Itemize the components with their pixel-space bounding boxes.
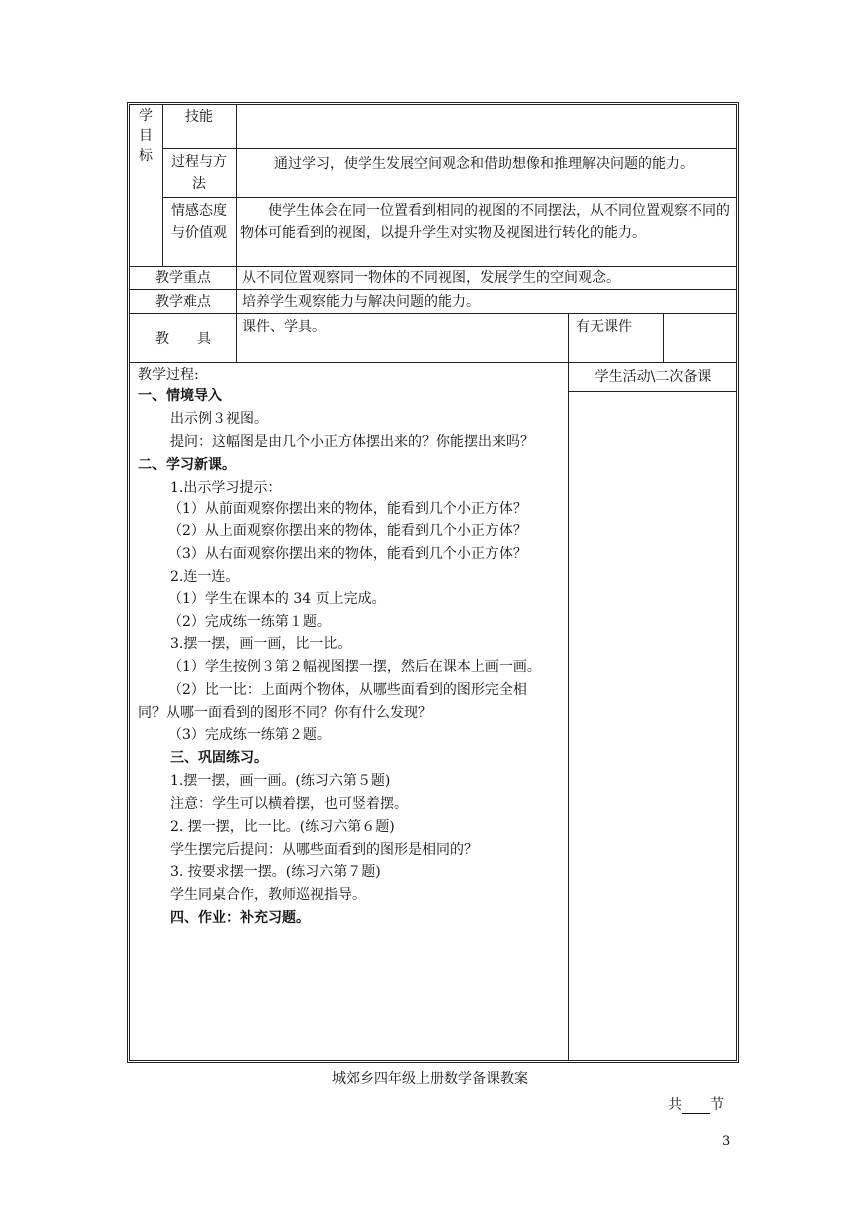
emotion-values-text: 使学生体会在同一位置看到相同的视图的不同摆法，从不同位置观察不同的物体可能看到的视图，以提升学生对实物及视图进行转化的能力。 bbox=[240, 203, 730, 241]
process-line: 三、巩固练习。 bbox=[170, 750, 268, 766]
process-line: 四、作业：补充习题。 bbox=[170, 910, 310, 926]
process-line: （2）完成练一练第１题。 bbox=[168, 614, 331, 630]
courseware-label: 有无课件 bbox=[576, 319, 632, 335]
page-number: 3 bbox=[722, 1134, 731, 1149]
grid-line bbox=[130, 362, 737, 363]
process-line: 提问：这幅图是由几个小正方体摆出来的？你能摆出来吗？ bbox=[170, 434, 534, 450]
grid-line bbox=[236, 105, 237, 362]
process-line: 1.摆一摆，画一画。(练习六第５题) bbox=[170, 773, 391, 789]
key-points-label: 教学重点 bbox=[155, 270, 211, 286]
lesson-count-prefix: 共 bbox=[668, 1097, 682, 1113]
process-line: 3. 按要求摆一摆。(练习六第７题) bbox=[170, 864, 381, 880]
grid-line bbox=[130, 313, 737, 314]
process-line: （1）从前面观察你摆出来的物体，能看到几个小正方体？ bbox=[168, 501, 527, 517]
process-method-label: 过程与方法 bbox=[171, 154, 227, 192]
process-line: 同？从哪一面看到的图形不同？你有什么发现？ bbox=[138, 705, 432, 721]
process-line: 学生同桌合作，教师巡视指导。 bbox=[170, 887, 366, 903]
process-line: （1）学生在课本的 34 页上完成。 bbox=[168, 591, 386, 607]
process-heading: 教学过程: bbox=[138, 367, 199, 383]
grid-line bbox=[162, 105, 163, 266]
key-points-text: 从不同位置观察同一物体的不同视图，发展学生的空间观念。 bbox=[242, 270, 620, 286]
skill-label: 技能 bbox=[185, 109, 213, 125]
objectives-group-label: 学目标 bbox=[139, 108, 153, 164]
tools-text: 课件、学具。 bbox=[242, 319, 326, 335]
process-line: 学生摆完后提问：从哪些面看到的图形是相同的？ bbox=[170, 842, 478, 858]
process-line: 2. 摆一摆，比一比。(练习六第６题) bbox=[170, 819, 395, 835]
lesson-count bbox=[668, 1094, 724, 1114]
emotion-values-label: 情感态度与价值观 bbox=[171, 203, 227, 241]
difficulty-text: 培养学生观察能力与解决问题的能力。 bbox=[242, 294, 480, 310]
process-line: （1）学生按例３第２幅视图摆一摆，然后在课本上画一画。 bbox=[168, 659, 541, 675]
grid-line bbox=[162, 148, 737, 149]
grid-line bbox=[663, 313, 664, 362]
tools-label: 教 具 bbox=[155, 331, 211, 347]
process-line: （2）从上面观察你摆出来的物体，能看到几个小正方体？ bbox=[168, 523, 527, 539]
process-line: 2.连一连。 bbox=[170, 569, 240, 585]
difficulty-label: 教学难点 bbox=[155, 294, 211, 310]
grid-line bbox=[162, 197, 737, 198]
process-line: （3）从右面观察你摆出来的物体，能看到几个小正方体？ bbox=[168, 546, 527, 562]
process-line: 3.摆一摆，画一画，比一比。 bbox=[170, 636, 352, 652]
process-line: 1.出示学习提示： bbox=[170, 480, 282, 496]
footer-caption: 城郊乡四年级上册数学备课教案 bbox=[332, 1071, 528, 1087]
grid-line bbox=[568, 313, 569, 1061]
process-method-text: 通过学习，使学生发展空间观念和借助想像和推理解决问题的能力。 bbox=[274, 156, 694, 172]
grid-line bbox=[568, 391, 737, 392]
process-line: （2）比一比：上面两个物体，从哪些面看到的图形完全相 bbox=[168, 682, 527, 698]
process-line: 出示例３视图。 bbox=[170, 411, 268, 427]
lesson-count-suffix: 节 bbox=[710, 1097, 724, 1113]
grid-line bbox=[130, 289, 737, 290]
student-activity-header: 学生活动\二次备课 bbox=[594, 369, 712, 385]
process-line: 注意：学生可以横着摆，也可竖着摆。 bbox=[170, 796, 408, 812]
process-line: 二、学习新课。 bbox=[138, 457, 236, 473]
lesson-count-blank: ____ bbox=[682, 1097, 710, 1113]
process-line: （3）完成练一练第２题。 bbox=[168, 727, 331, 743]
process-line: 一、情境导入 bbox=[138, 388, 222, 404]
